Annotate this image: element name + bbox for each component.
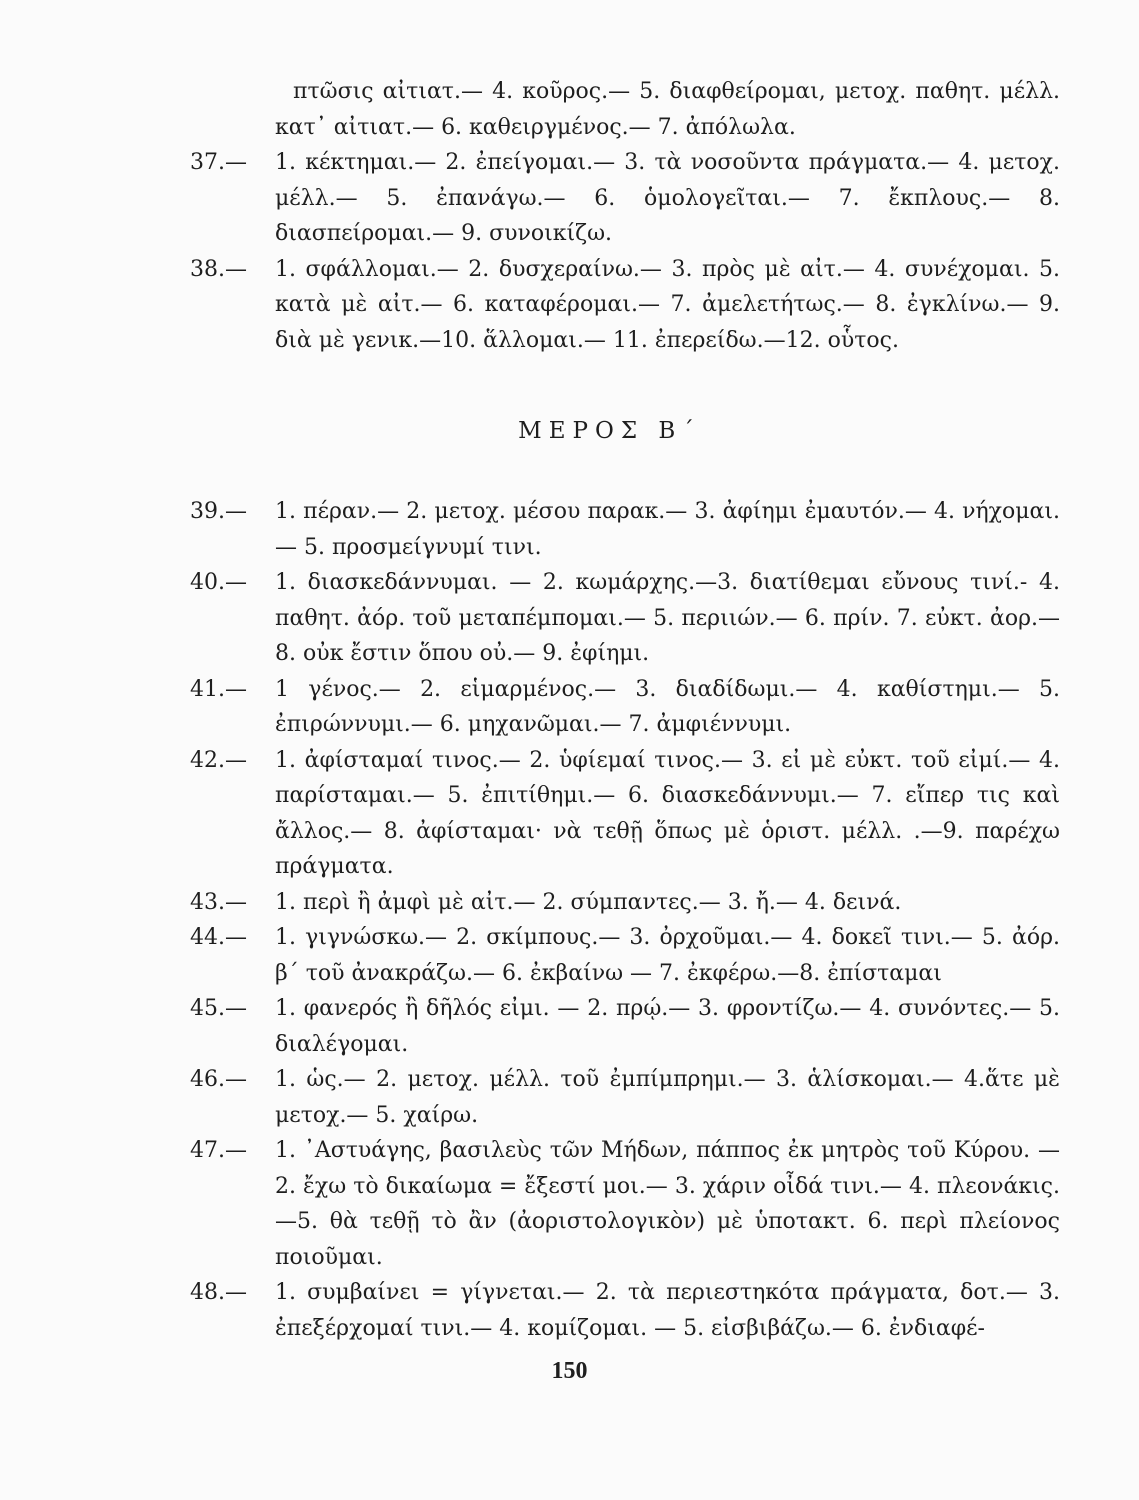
entry-number: 43.— (190, 889, 247, 915)
entry-number: 42.— (190, 747, 247, 773)
page-number: 150 (551, 1358, 588, 1384)
entry-number: 40.— (190, 570, 247, 595)
entry-46 (190, 1062, 1060, 1133)
entry-40 (190, 565, 1060, 672)
entries-bottom (190, 494, 1060, 1346)
entry-38 (190, 252, 1060, 359)
entry-text: 1. ᾿Αστυάγης, βασιλεὺς τῶν Μήδων, πάππος ἐκ μητρὸς τοῦ Κύρου. —2. ἔχω τὸ δικαίωμα = ἔξεστί μοι.— 3. χάριν οἶδά τινι.— 4. πλεονάκις. —5. θὰ τεθῇ τὸ ἂν (ἀοριστολογικὸν) μὲ ὑποτακτ. 6. περὶ πλείονος ποιοῦμαι. (275, 1138, 1060, 1270)
entry-text: 1. σφάλλομαι.— 2. δυσχεραίνω.— 3. πρὸς μὲ αἰτ.— 4. συνέχομαι. 5. κατὰ μὲ αἰτ.— 6. καταφέρομαι.— 7. ἀμελετήτως.— 8. ἐγκλίνω.— 9. διὰ μὲ γενικ.—10. ἅλλομαι.— 11. ἐπερείδω.—12. οὗτος. (275, 256, 1060, 353)
entry-text: 1. διασκεδάννυμαι. — 2. κωμάρχης.—3. διατίθεμαι εὔνους τινί.- 4. παθητ. ἀόρ. τοῦ μεταπέμπομαι.— 5. περιιών.— 6. πρίν. 7. εὐκτ. ἀορ.— 8. οὐκ ἔστιν ὅπου οὐ.— 9. ἐφίημι. (275, 570, 1060, 666)
entry-number: 38.— (190, 256, 247, 282)
entry-number: 41.— (190, 676, 247, 702)
entry-continuation (190, 74, 1060, 145)
entry-44 (190, 920, 1060, 991)
entry-47 (190, 1133, 1060, 1275)
entry-number: 47.— (190, 1138, 247, 1163)
entries-top (190, 74, 1060, 358)
entry-text: 1. γιγνώσκω.— 2. σκίμπους.— 3. ὀρχοῦμαι.— 4. δοκεῖ τινι.— 5. ἀόρ. β΄ τοῦ ἀνακράζω.— 6. ἐκβαίνω — 7. ἐκφέρω.—8. ἐπίσταμαι (275, 925, 1060, 986)
entry-42 (190, 743, 1060, 885)
entry-number: 44.— (190, 925, 247, 950)
entry-text: 1. ἀφίσταμαί τινος.— 2. ὑφίεμαί τινος.— 3. εἰ μὲ εὐκτ. τοῦ εἰμί.— 4. παρίσταμαι.— 5. ἐπιτίθημι.— 6. διασκεδάννυμι.— 7. εἴπερ τις καὶ ἄλλος.— 8. ἀφίσταμαι· νὰ τεθῇ ὅπως μὲ ὁριστ. μέλλ. .—9. παρέχω πράγματα. (275, 747, 1060, 879)
entry-37 (190, 145, 1060, 252)
entry-text: 1. συμβαίνει = γίγνεται.— 2. τὰ περιεστηκότα πράγματα, δοτ.— 3. ἐπεξέρχομαί τινι.— 4. κομίζομαι. — 5. εἰσβιβάζω.— 6. ἐνδιαφέ- (275, 1280, 1060, 1341)
entry-43 (190, 885, 1060, 921)
entry-number: 39.— (190, 499, 247, 524)
section-title-text: ΜΕΡΟΣ Β΄ (518, 418, 701, 444)
entry-number: 45.— (190, 996, 247, 1021)
entry-text: 1. ὡς.— 2. μετοχ. μέλλ. τοῦ ἐμπίμπρημι.— 3. ἁλίσκομαι.— 4.ἅτε μὲ μετοχ.— 5. χαίρω. (275, 1067, 1060, 1128)
entry-45 (190, 991, 1060, 1062)
entry-number: 37.— (190, 150, 247, 175)
entry-48 (190, 1275, 1060, 1346)
entry-number: 48.— (190, 1280, 247, 1305)
entry-number: 46.— (190, 1067, 247, 1092)
entry-41 (190, 672, 1060, 743)
entry-text: 1 γένος.— 2. εἱμαρμένος.— 3. διαδίδωμι.— 4. καθίστημι.— 5. ἐπιρώννυμι.— 6. μηχανῶμαι.— 7. ἀμφιέννυμι. (275, 676, 1060, 737)
entry-text: 1. πέραν.— 2. μετοχ. μέσου παρακ.— 3. ἀφίημι ἐμαυτόν.— 4. νήχομαι.— 5. προσμείγνυμί τινι. (275, 499, 1060, 560)
entry-text: 1. φανερός ἢ δῆλός εἰμι. — 2. πρῴ.— 3. φροντίζω.— 4. συνόντες.— 5. διαλέγομαι. (275, 996, 1060, 1057)
entry-text: πτῶσις αἰτιατ.— 4. κοῦρος.— 5. διαφθείρομαι, μετοχ. παθητ. μέλλ. κατ᾽ αἰτιατ.— 6. καθειργμένος.— 7. ἀπόλωλα. (275, 79, 1060, 140)
entry-text: 1. περὶ ἢ ἀμφὶ μὲ αἰτ.— 2. σύμπαντες.— 3. ἤ.— 4. δεινά. (275, 889, 902, 915)
entry-text: 1. κέκτημαι.— 2. ἐπείγομαι.— 3. τὰ νοσοῦντα πράγματα.— 4. μετοχ. μέλλ.— 5. ἐπανάγω.— 6. ὁμολογεῖται.— 7. ἔκπλους.— 8. διασπείρομαι.— 9. συνοικίζω. (275, 150, 1060, 246)
section-title (0, 418, 1139, 444)
entry-39 (190, 494, 1060, 565)
